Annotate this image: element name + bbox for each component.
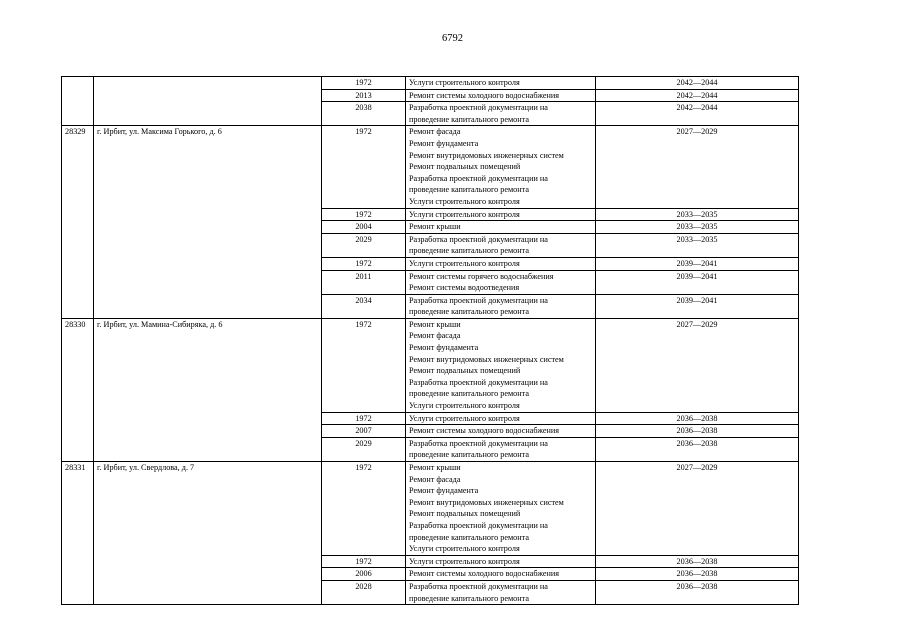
work-item: Ремонт фундамента — [409, 486, 479, 496]
work-item: Ремонт фундамента — [409, 138, 479, 148]
period-cell: 2027—2029 — [596, 462, 799, 556]
work-item: Разработка проектной документации на — [409, 173, 548, 183]
works-cell — [406, 89, 596, 102]
work-item: Разработка проектной документации на — [409, 581, 548, 591]
works-cell — [406, 233, 596, 257]
works-cell — [406, 294, 596, 318]
year-cell: 1972 — [322, 462, 406, 556]
capital-repair-table — [61, 76, 799, 605]
work-item: Разработка проектной документации на — [409, 103, 548, 113]
year-cell: 1972 — [322, 126, 406, 208]
work-item: Разработка проектной документации на — [409, 377, 548, 387]
work-item: Ремонт подвальных помещений — [409, 162, 521, 172]
period-cell: 2042—2044 — [596, 89, 799, 102]
works-cell — [406, 425, 596, 438]
work-item: проведение капитального ремонта — [409, 185, 529, 195]
work-item: Услуги строительного контроля — [409, 413, 520, 423]
year-cell: 2038 — [322, 102, 406, 126]
year-cell: 2007 — [322, 425, 406, 438]
house-code-cell: 28330 — [62, 318, 94, 461]
works-cell — [406, 126, 596, 208]
work-item: Ремонт фасада — [409, 127, 461, 137]
work-item: Ремонт фундамента — [409, 343, 479, 353]
work-item: Услуги строительного контроля — [409, 209, 520, 219]
work-item: Ремонт системы холодного водоснабжения — [409, 569, 560, 579]
works-cell — [406, 102, 596, 126]
works-cell — [406, 318, 596, 412]
work-item: Услуги строительного контроля — [409, 258, 520, 268]
period-cell: 2036—2038 — [596, 412, 799, 425]
period-cell: 2036—2038 — [596, 580, 799, 604]
year-cell: 2028 — [322, 580, 406, 604]
work-item: Ремонт подвальных помещений — [409, 366, 521, 376]
work-item: Услуги строительного контроля — [409, 401, 520, 411]
period-cell: 2039—2041 — [596, 257, 799, 270]
table-row — [62, 126, 799, 208]
work-item: Ремонт крыши — [409, 463, 461, 472]
works-cell — [406, 568, 596, 581]
work-item: Ремонт системы водоотведения — [409, 283, 520, 293]
period-cell: 2036—2038 — [596, 568, 799, 581]
period-cell: 2036—2038 — [596, 555, 799, 568]
year-cell: 1972 — [322, 318, 406, 412]
period-cell: 2042—2044 — [596, 77, 799, 90]
work-item: Ремонт крыши — [409, 319, 461, 329]
period-cell: 2039—2041 — [596, 270, 799, 294]
work-item: Разработка проектной документации на — [409, 520, 548, 530]
work-item: Ремонт внутридомовых инженерных систем — [409, 497, 564, 507]
house-code-cell: 28331 — [62, 462, 94, 605]
year-cell: 1972 — [322, 77, 406, 90]
address-cell: г. Ирбит, ул. Максима Горького, д. 6 — [94, 126, 322, 319]
year-cell: 2029 — [322, 233, 406, 257]
work-item: проведение капитального ремонта — [409, 114, 529, 124]
works-cell — [406, 412, 596, 425]
table-row — [62, 77, 799, 90]
work-item: Ремонт фасада — [409, 474, 461, 484]
work-item: Ремонт системы горячего водоснабжения — [409, 271, 554, 281]
work-item: Разработка проектной документации на — [409, 295, 548, 305]
work-item: проведение капитального ремонта — [409, 593, 529, 603]
period-cell: 2036—2038 — [596, 425, 799, 438]
house-code-cell: 28329 — [62, 126, 94, 319]
work-item: Ремонт подвальных помещений — [409, 509, 521, 519]
work-item: Услуги строительного контроля — [409, 196, 520, 206]
address-cell: г. Ирбит, ул. Свердлова, д. 7 — [94, 462, 322, 605]
period-cell: 2027—2029 — [596, 126, 799, 208]
work-item: проведение капитального ремонта — [409, 307, 529, 317]
work-item: проведение капитального ремонта — [409, 532, 529, 542]
year-cell: 2034 — [322, 294, 406, 318]
table-row — [62, 462, 799, 556]
year-cell: 2006 — [322, 568, 406, 581]
work-item: Ремонт внутридомовых инженерных систем — [409, 354, 564, 364]
work-item: Ремонт внутридомовых инженерных систем — [409, 150, 564, 160]
works-cell — [406, 580, 596, 604]
work-item: Услуги строительного контроля — [409, 78, 520, 87]
work-item: Ремонт системы холодного водоснабжения — [409, 90, 560, 100]
year-cell: 1972 — [322, 208, 406, 221]
period-cell: 2027—2029 — [596, 318, 799, 412]
work-item: Разработка проектной документации на — [409, 234, 548, 244]
works-cell — [406, 437, 596, 461]
table-body — [62, 77, 799, 605]
year-cell: 1972 — [322, 555, 406, 568]
works-cell — [406, 77, 596, 90]
work-item: Ремонт крыши — [409, 222, 461, 232]
work-item: Ремонт системы холодного водоснабжения — [409, 426, 560, 436]
works-cell — [406, 270, 596, 294]
year-cell: 2029 — [322, 437, 406, 461]
works-cell — [406, 221, 596, 234]
works-cell — [406, 257, 596, 270]
year-cell: 2004 — [322, 221, 406, 234]
work-item: Услуги строительного контроля — [409, 556, 520, 566]
work-item: Ремонт фасада — [409, 331, 461, 341]
year-cell: 1972 — [322, 412, 406, 425]
works-cell — [406, 555, 596, 568]
work-item: Услуги строительного контроля — [409, 544, 520, 554]
work-item: проведение капитального ремонта — [409, 389, 529, 399]
work-item: Разработка проектной документации на — [409, 438, 548, 448]
period-cell: 2033—2035 — [596, 233, 799, 257]
year-cell: 2013 — [322, 89, 406, 102]
house-code-cell — [62, 77, 94, 126]
work-item: проведение капитального ремонта — [409, 450, 529, 460]
work-item: проведение капитального ремонта — [409, 246, 529, 256]
year-cell: 1972 — [322, 257, 406, 270]
period-cell: 2033—2035 — [596, 221, 799, 234]
period-cell: 2039—2041 — [596, 294, 799, 318]
period-cell: 2036—2038 — [596, 437, 799, 461]
table-row — [62, 318, 799, 412]
year-cell: 2011 — [322, 270, 406, 294]
period-cell: 2042—2044 — [596, 102, 799, 126]
address-cell — [94, 77, 322, 126]
works-cell — [406, 208, 596, 221]
page-number: 6792 — [442, 33, 463, 44]
works-cell — [406, 462, 596, 556]
period-cell: 2033—2035 — [596, 208, 799, 221]
address-cell: г. Ирбит, ул. Мамина-Сибиряка, д. 6 — [94, 318, 322, 461]
